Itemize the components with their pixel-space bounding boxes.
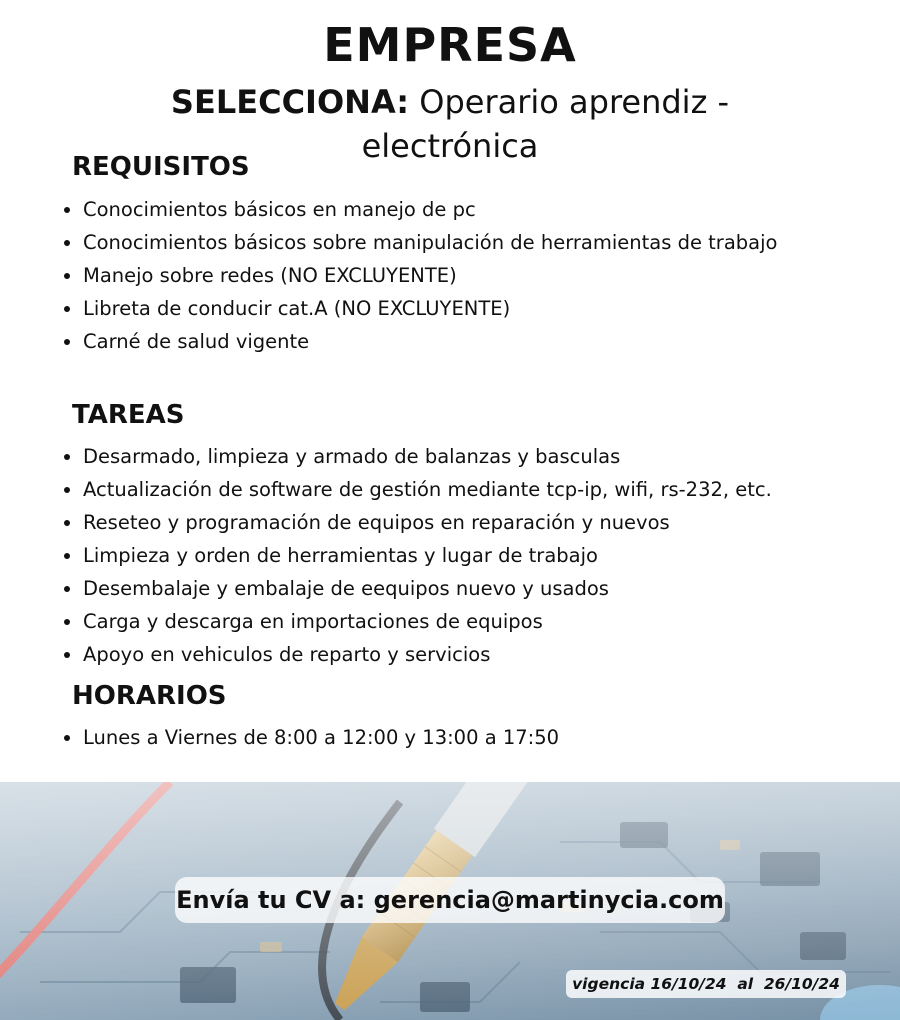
select-label: SELECCIONA: <box>170 83 410 121</box>
company-title: EMPRESA <box>323 18 577 72</box>
list-item: Lunes a Viernes de 8:00 a 12:00 y 13:00 a 17:50 <box>60 721 860 754</box>
list-item: Reseteo y programación de equipos en reparación y nuevos <box>60 506 860 539</box>
list-item: Carné de salud vigente <box>60 325 860 358</box>
list-item: Desarmado, limpieza y armado de balanzas y basculas <box>60 440 860 473</box>
send-cv-banner: Envía tu CV a: gerencia@martinycia.com <box>175 877 725 923</box>
list-item: Actualización de software de gestión mediante tcp-ip, wifi, rs-232, etc. <box>60 473 860 506</box>
position-name: Operario aprendiz - electrónica <box>361 83 730 165</box>
schedule-list <box>60 721 860 754</box>
list-item: Conocimientos básicos sobre manipulación de herramientas de trabajo <box>60 226 860 259</box>
list-item: Manejo sobre redes (NO EXCLUYENTE) <box>60 259 860 292</box>
heading-requisitos: REQUISITOS <box>72 152 250 182</box>
heading-tareas: TAREAS <box>72 400 185 430</box>
tasks-list <box>60 440 860 671</box>
list-item: Apoyo en vehiculos de reparto y servicios <box>60 638 860 671</box>
requirements-list <box>60 193 860 358</box>
list-item: Carga y descarga en importaciones de equipos <box>60 605 860 638</box>
list-item: Libreta de conducir cat.A (NO EXCLUYENTE) <box>60 292 860 325</box>
list-item: Desembalaje y embalaje de eequipos nuevo y usados <box>60 572 860 605</box>
validity-dates: vigencia 16/10/24 al 26/10/24 <box>566 970 846 998</box>
list-item: Limpieza y orden de herramientas y lugar de trabajo <box>60 539 860 572</box>
list-item: Conocimientos básicos en manejo de pc <box>60 193 860 226</box>
heading-horarios: HORARIOS <box>72 681 227 711</box>
